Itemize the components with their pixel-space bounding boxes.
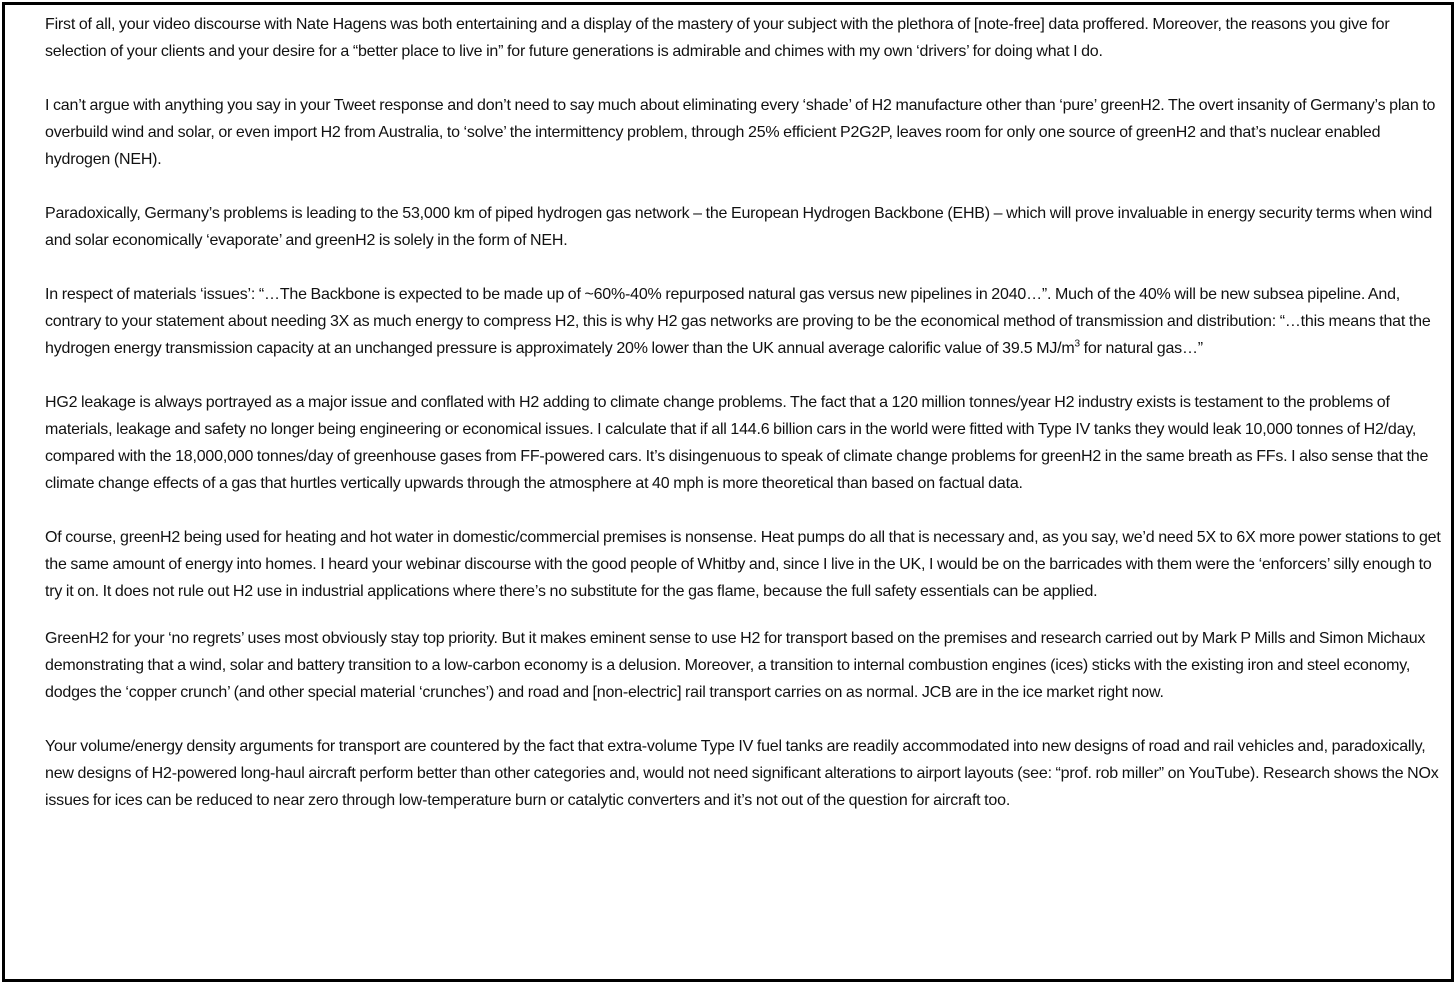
document-body [45, 11, 1445, 814]
paragraph-6: Of course, greenH2 being used for heating and hot water in domestic/commercial premises is nonsense. Heat pumps do all that is necessary and, as you say, we’d need 5X to 6X more power stations to get the same amount of energy into homes. I heard your webinar discourse with the good people of Whitby and, since I live in the UK, I would be on the barricades with them were the ‘enforcers’ silly enough to try it on. It does not rule out H2 use in industrial applications where there’s no substitute for the gas flame, because the full safety essentials can be applied. [45, 529, 1441, 600]
paragraph-gap [45, 65, 1445, 92]
paragraph-gap [45, 706, 1445, 733]
paragraph-7: GreenH2 for your ‘no regrets’ uses most obviously stay top priority. But it makes eminent sense to use H2 for transport based on the premises and research carried out by Mark P Mills and Simon Michaux demonstrating that a wind, solar and battery transition to a low-carbon economy is a delusion. Moreover, a transition to internal combustion engines (ices) sticks with the existing iron and steel economy, dodges the ‘copper crunch’ (and other special material ‘crunches’) and road and [non-electric] rail transport carries on as normal. JCB are in the ice market right now. [45, 630, 1426, 701]
paragraph-1: First of all, your video discourse with Nate Hagens was both entertaining and a display of the mastery of your subject with the plethora of [note-free] data proffered. Moreover, the reasons you give for selection of your clients and your desire for a “better place to live in” for future generations is admirable and chimes with my own ‘drivers’ for doing what I do. [45, 16, 1390, 60]
paragraph-gap [45, 362, 1445, 389]
paragraph-2: I can’t argue with anything you say in your Tweet response and don’t need to say much about eliminating every ‘shade’ of H2 manufacture other than ‘pure’ greenH2. The overt insanity of Germany’s plan to overbuild wind and solar, or even import H2 from Australia, to ‘solve’ the intermittency problem, through 25% efficient P2G2P, leaves room for only one source of greenH2 and that’s nuclear enabled hydrogen (NEH). [45, 97, 1436, 168]
paragraph-gap [45, 254, 1445, 281]
paragraph-4-tail: for natural gas…” [1079, 340, 1203, 357]
paragraph-gap [45, 605, 1445, 625]
superscript-cubed: 3 [1074, 338, 1080, 350]
paragraph-4 [45, 281, 1445, 362]
paragraph-3: Paradoxically, Germany’s problems is leading to the 53,000 km of piped hydrogen gas network – the European Hydrogen Backbone (EHB) – which will prove invaluable in energy security terms when wind and solar economically ‘evaporate’ and greenH2 is solely in the form of NEH. [45, 205, 1433, 249]
paragraph-5: HG2 leakage is always portrayed as a major issue and conflated with H2 adding to climate change problems. The fact that a 120 million tonnes/year H2 industry exists is testament to the problems of materials, leakage and safety no longer being engineering or economical issues. I calculate that if all 144.6 billion cars in the world were fitted with Type IV tanks they would leak 10,000 tonnes of H2/day, compared with the 18,000,000 tonnes/day of greenhouse gases from FF-powered cars. It’s disingenuous to speak of climate change problems for greenH2 in the same breath as FFs. I also sense that the climate change effects of a gas that hurtles vertically upwards through the atmosphere at 40 mph is more theoretical than based on factual data. [45, 394, 1429, 492]
paragraph-gap [45, 497, 1445, 524]
paragraph-8: Your volume/energy density arguments for transport are countered by the fact that extra-volume Type IV fuel tanks are readily accommodated into new designs of road and rail vehicles and, paradoxically, new designs of H2-powered long-haul aircraft perform better than other categories and, would not need significant alterations to airport layouts (see: “prof. rob miller” on YouTube). Research shows the NOx issues for ices can be reduced to near zero through low-temperature burn or catalytic converters and it’s not out of the question for aircraft too. [45, 738, 1439, 809]
paragraph-gap [45, 173, 1445, 200]
document-frame [2, 2, 1454, 982]
paragraph-4-text: In respect of materials ‘issues’: “…The Backbone is expected to be made up of ~60%-40% repurposed natural gas versus new pipelines in 2040…”. Much of the 40% will be new subsea pipeline. And, contrary to your statement about needing 3X as much energy to compress H2, this is why H2 gas networks are proving to be the economical method of transmission and distribution: “…this means that the hydrogen energy transmission capacity at an unchanged pressure is approximately 20% lower than the UK annual average calorific value of 39.5 MJ/m [45, 286, 1431, 357]
